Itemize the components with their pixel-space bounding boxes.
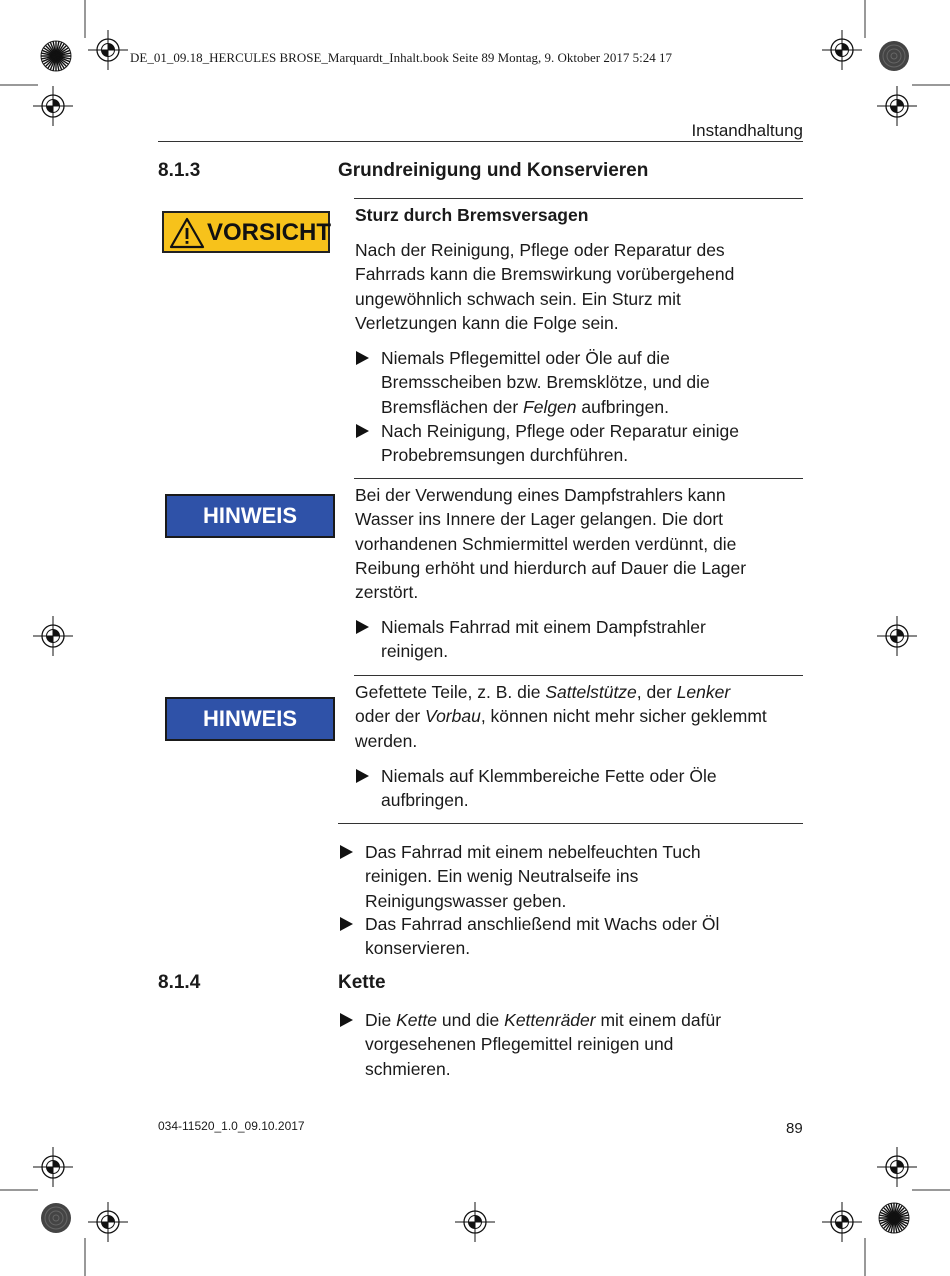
list-item: Das Fahrrad mit einem nebelfeuchten Tuch reinigen. Ein wenig Neutralseife ins Reinigungswasser geben.: [339, 840, 701, 913]
section-number: 8.1.3: [158, 160, 201, 181]
header-rule: [158, 141, 803, 142]
bullet-triangle-icon: [340, 917, 354, 931]
vorsicht-label: [162, 211, 330, 253]
list-item: Die Kette und die Kettenräder mit einem dafür vorgesehenen Pflegemittel reinigen und schmieren.: [339, 1008, 721, 1081]
notice-paragraph: Gefettete Teile, z. B. die Sattelstütze, der Lenker oder der Vorbau, können nicht mehr sicher geklemmt werden.: [355, 682, 767, 751]
section-number: 8.1.4: [158, 972, 201, 993]
text-line: Fahrrads kann die Bremswirkung vorübergehend: [355, 264, 735, 285]
section-title: Kette: [338, 972, 386, 993]
text-line: vorhandenen Schmiermittel werden verdünnt, die: [355, 533, 737, 554]
bullet-triangle-icon: [356, 351, 370, 365]
gray-target-icon: [877, 39, 911, 73]
warning-triangle-icon: [169, 217, 205, 249]
text-line: Verletzungen kann die Folge sein.: [355, 312, 619, 333]
block-rule: [354, 198, 803, 199]
bullet-triangle-icon: [356, 424, 370, 438]
text-line: ungewöhnlich schwach sein. Ein Sturz mit: [355, 288, 681, 309]
text-line: Bei der Verwendung eines Dampfstrahlers kann: [355, 485, 726, 505]
block-rule: [354, 675, 803, 676]
list-item: Niemals auf Klemmbereiche Fette oder Öle aufbringen.: [355, 764, 717, 813]
hinweis-label: HINWEIS: [165, 697, 335, 741]
registration-mark-icon: [86, 1200, 130, 1244]
list-item: Nach Reinigung, Pflege oder Reparatur einige Probebremsungen durchführen.: [355, 419, 739, 468]
block-rule: [354, 478, 803, 479]
page-number: 89: [786, 1120, 803, 1137]
block-rule: [338, 823, 803, 824]
starburst-icon: [877, 1201, 911, 1235]
registration-mark-icon: [31, 614, 75, 658]
warning-paragraph: [355, 238, 734, 335]
text-line: zerstört.: [355, 582, 419, 603]
text-line: Reibung erhöht und hierdurch auf Dauer die Lager: [355, 557, 747, 578]
registration-mark-icon: [875, 1145, 919, 1189]
vorsicht-text: VORSICHT: [207, 219, 332, 246]
list-item: Das Fahrrad anschließend mit Wachs oder Öl konservieren.: [339, 912, 719, 961]
registration-mark-icon: [820, 1200, 864, 1244]
notice-paragraph: [355, 483, 746, 604]
footer-document-code: 034-11520_1.0_09.10.2017: [158, 1119, 305, 1133]
printer-header: DE_01_09.18_HERCULES BROSE_Marquardt_Inhalt.book Seite 89 Montag, 9. Oktober 2017 5:24 17: [130, 50, 672, 65]
warning-heading: Sturz durch Bremsversagen: [355, 205, 589, 225]
starburst-icon: [39, 39, 73, 73]
running-title: Instandhaltung: [691, 121, 803, 140]
list-item: Niemals Pflegemittel oder Öle auf die Bremsscheiben bzw. Bremsklötze, und die Bremsflächen der Felgen aufbringen.: [355, 346, 710, 419]
bullet-triangle-icon: [356, 769, 370, 783]
registration-mark-icon: [86, 28, 130, 72]
registration-mark-icon: [31, 84, 75, 128]
bullet-triangle-icon: [340, 1013, 354, 1027]
section-title: Grundreinigung und Konservieren: [338, 160, 649, 181]
gray-target-icon: [39, 1201, 73, 1235]
text-line: Wasser ins Innere der Lager gelangen. Die dort: [355, 509, 724, 530]
registration-mark-icon: [31, 1145, 75, 1189]
registration-mark-icon: [820, 28, 864, 72]
registration-mark-icon: [453, 1200, 497, 1244]
registration-mark-icon: [875, 84, 919, 128]
bullet-triangle-icon: [340, 845, 354, 859]
bullet-triangle-icon: [356, 620, 370, 634]
list-item: Niemals Fahrrad mit einem Dampfstrahler reinigen.: [355, 615, 706, 664]
text-line: Nach der Reinigung, Pflege oder Reparatur des: [355, 240, 725, 260]
registration-mark-icon: [875, 614, 919, 658]
hinweis-label: HINWEIS: [165, 494, 335, 538]
